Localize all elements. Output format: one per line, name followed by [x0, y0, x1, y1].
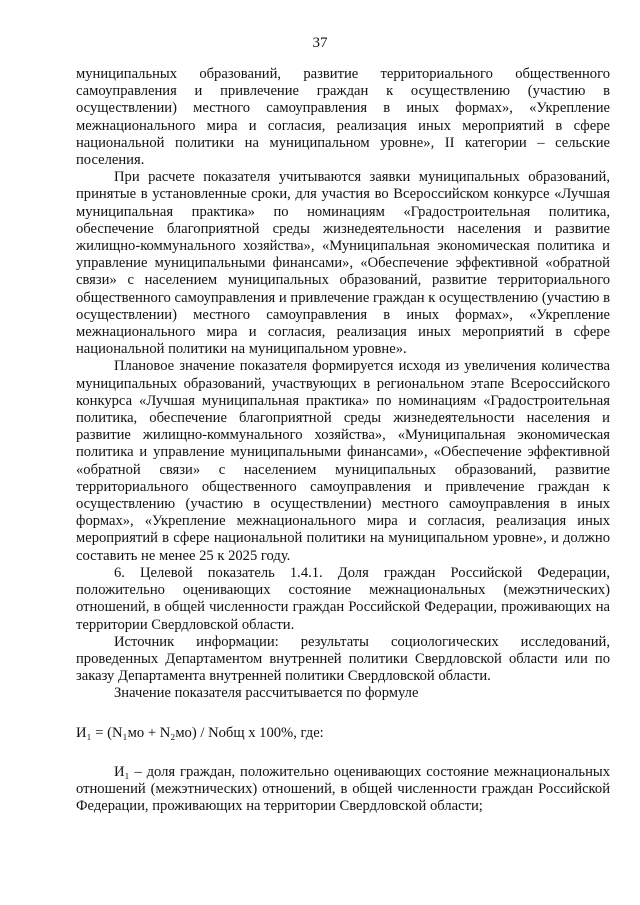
paragraph-calculation-note: При расчете показателя учитываются заявки муниципальных образований, принятые в установленные сроки, для участия во Всероссийском конкурсе «Лучшая муниципальная практика» по номинациям «Градостроительная политика, обеспечение благоприятной среды жизнедеятельности населения и развитие жилищно-коммунального хозяйства», «Муниципальная экономическая политика и управление муниципальными финансами», «Обеспечение эффективной «обратной связи» с населением муниципальных образований, развитие территориального общественного самоуправления и привлечение граждан к осуществлению (участию в осуществлении) местного самоуправления в иных формах», «Укрепление межнационального мира и согласия, реализация иных мероприятий в сфере национальной политики на муниципальном уровне».: [76, 169, 610, 358]
page-number: 37: [312, 35, 328, 51]
paragraph-continuation: муниципальных образований, развитие территориального общественного самоуправления и привлечение граждан к осуществлению (участию в осуществлении) местного самоуправления в иных формах», «Укрепление межнационального мира и согласия, реализация иных мероприятий в сфере национальной политики на муниципальном уровне», II категории – сельские поселения.: [76, 66, 610, 169]
paragraph-source: Источник информации: результаты социологических исследований, проведенных Департаментом внутренней политики Свердловской области или по заказу Департамента внутренней политики Свердловской области.: [76, 633, 610, 685]
paragraph-planned-value: Плановое значение показателя формируется исходя из увеличения количества муниципальных образований, участвующих в региональном этапе Всероссийского конкурса «Лучшая муниципальная практика» по номинациям «Градостроительная политика, обеспечение благоприятной среды жизнедеятельности населения и развитие жилищно-коммунального хозяйства», «Муниципальная экономическая политика и управление муниципальными финансами», «Обеспечение эффективной «обратной связи» с населением муниципальных образований, развитие территориального общественного самоуправления и привлечение граждан к осуществлению (участию в осуществлении) местного самоуправления в иных формах», «Укрепление межнационального мира и согласия, реализация иных мероприятий в сфере национальной политики на муниципальном уровне», и должно составить не менее 25 к 2025 году.: [76, 358, 610, 564]
paragraph-formula-intro: Значение показателя рассчитывается по формуле: [114, 685, 419, 702]
paragraph-definition: И₁ – доля граждан, положительно оценивающих состояние межнациональных отношений (межэтнических) отношений, в общей численности граждан Российской Федерации, проживающих на территории Свердловской области;: [76, 763, 610, 815]
formula: И₁ = (N₁мо + N₂мо) / Nобщ x 100%, где:: [76, 724, 324, 741]
document-body: [76, 66, 610, 815]
paragraph-target-indicator: 6. Целевой показатель 1.4.1. Доля граждан Российской Федерации, положительно оценивающих состояние межнациональных (межэтнических) отношений, в общей численности граждан Российской Федерации, проживающих на территории Свердловской области.: [76, 564, 610, 633]
